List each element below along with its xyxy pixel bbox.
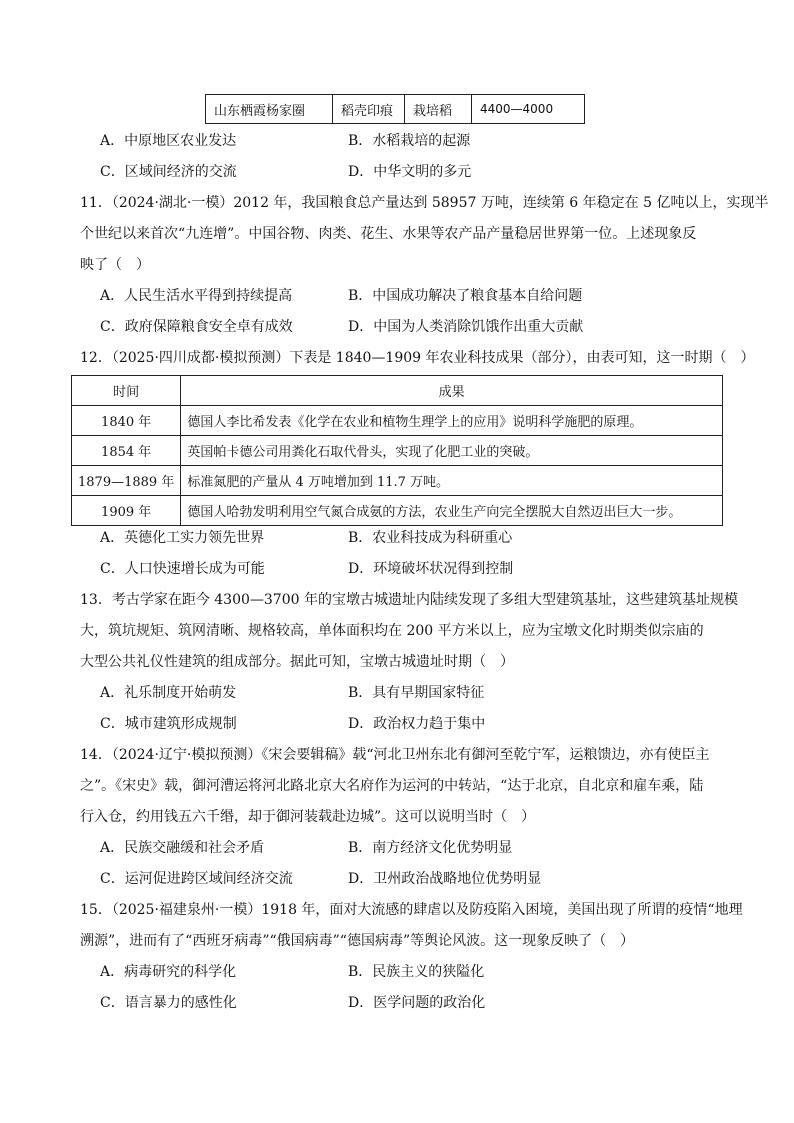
q14-stem-line: 行入仓，约用钱五六千缗，却于御河装载赴边城”。这可以说明当时（ ） [80,809,536,825]
q13-stem-line: 13．考古学家在距今 4300—3700 年的宝墩古城遗址内陆续发现了多组大型建筑基址，这些建筑基址规模 [80,592,738,608]
q10-option-d: D．中华文明的多元 [348,164,472,180]
table-cell: 标准氮肥的产量从 4 万吨增加到 11.7 万吨。 [181,466,723,496]
table-cell: 稻壳印痕 [333,95,405,124]
q13-option-c: C．城市建筑形成规制 [100,716,237,732]
q13-option-a: A．礼乐制度开始萌发 [100,685,237,701]
table-cell: 1854 年 [72,436,181,466]
q14-stem-line: 之”。《宋史》载，御河漕运将河北路北京大名府作为运河的中转站，“达于北京，自北京和雇车乘，陆 [80,778,704,794]
q15-stem-line: 溯源”，进而有了“西班牙病毒”“俄国病毒”“德国病毒”等舆论风波。这一现象反映了（ ） [80,933,635,949]
q13-stem-line: 大，筑坑规矩、筑网清晰、规格较高，单体面积均在 200 平方米以上，应为宝墩文化时期类似宗庙的 [80,623,704,639]
table-cell: 栽培稻 [405,95,472,124]
q14-option-a: A．民族交融缓和社会矛盾 [100,840,265,856]
table-cell: 英国帕卡德公司用粪化石取代骨头，实现了化肥工业的突破。 [181,436,723,466]
q15-option-a: A．病毒研究的科学化 [100,964,237,980]
q11-stem-line: 映了（ ） [80,257,150,273]
table-row [72,496,723,526]
q11-stem-line: 11．（2024·湖北·一模）2012 年，我国粮食总产量达到 58957 万吨，连续第 6 年稳定在 5 亿吨以上，实现半 [80,195,769,211]
table-row [72,436,723,466]
q14-stem-line: 14．（2024·辽宁·模拟预测）《宋会要辑稿》载“河北卫州东北有御河至乾宁军，运粮馈边，亦有使臣主 [80,747,710,763]
table-header-row [72,376,723,406]
table-cell: 德国人李比希发表《化学在农业和植物生理学上的应用》说明科学施肥的原理。 [181,406,723,436]
q12-table [71,375,723,526]
q14-option-b: B．南方经济文化优势明显 [348,840,513,856]
table-row [206,95,585,124]
table-cell: 1840 年 [72,406,181,436]
q10-option-b: B．水稻栽培的起源 [348,133,471,149]
q10-table-fragment [205,94,585,124]
q11-stem-line: 个世纪以来首次“九连增”。中国谷物、肉类、花生、水果等农产品产量稳居世界第一位。上述现象反 [80,226,697,242]
table-cell: 1879—1889 年 [72,466,181,496]
q12-stem: 12．（2025·四川成都·模拟预测）下表是 1840—1909 年农业科技成果（部分），由表可知，这一时期（ ） [80,350,755,366]
q11-option-b: B．中国成功解决了粮食基本自给问题 [348,288,583,304]
table-header: 时间 [72,376,181,406]
q11-option-a: A．人民生活水平得到持续提高 [100,288,293,304]
q15-option-d: D．医学问题的政治化 [348,995,486,1011]
q12-option-d: D．环境破坏状况得到控制 [348,561,514,577]
q13-option-d: D．政治权力趋于集中 [348,716,486,732]
table-cell: 1909 年 [72,496,181,526]
q11-option-c: C．政府保障粮食安全卓有成效 [100,319,293,335]
q14-option-d: D．卫州政治战略地位优势明显 [348,871,542,887]
q13-stem-line: 大型公共礼仪性建筑的组成部分。据此可知，宝墩古城遗址时期（ ） [80,654,514,670]
table-header: 成果 [181,376,723,406]
q15-option-b: B．民族主义的狭隘化 [348,964,485,980]
q10-option-c: C．区域间经济的交流 [100,164,237,180]
q15-stem-line: 15．（2025·福建泉州·一模）1918 年，面对大流感的肆虐以及防疫陷入困境，美国出现了所谓的疫情“地理 [80,902,743,918]
table-cell: 山东栖霞杨家圈 [206,95,333,124]
q10-option-a: A．中原地区农业发达 [100,133,237,149]
q11-option-d: D．中国为人类消除饥饿作出重大贡献 [348,319,584,335]
q13-option-b: B．具有早期国家特征 [348,685,485,701]
q12-option-c: C．人口快速增长成为可能 [100,561,265,577]
q12-option-a: A．英德化工实力领先世界 [100,530,265,546]
q12-option-b: B．农业科技成为科研重心 [348,530,513,546]
q15-option-c: C．语言暴力的感性化 [100,995,237,1011]
table-cell: 4400—4000 [472,95,585,124]
table-row [72,406,723,436]
q14-option-c: C．运河促进跨区域间经济交流 [100,871,293,887]
table-cell: 德国人哈勃发明利用空气氮合成氨的方法，农业生产向完全摆脱大自然迈出巨大一步。 [181,496,723,526]
table-row [72,466,723,496]
